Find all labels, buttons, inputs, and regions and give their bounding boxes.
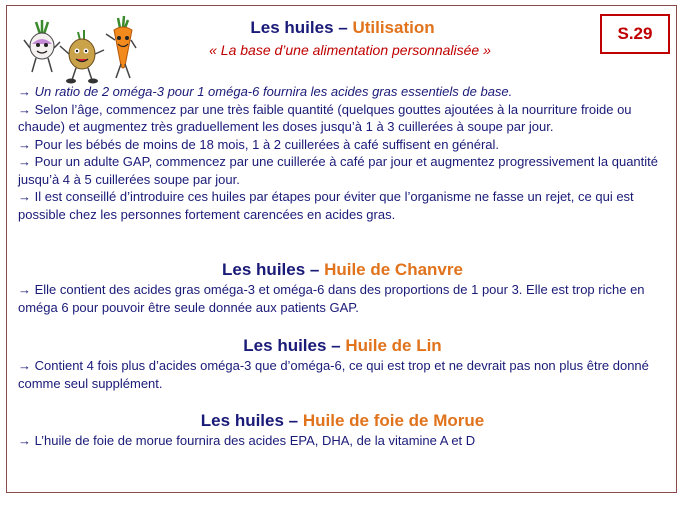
section-body-lin [18, 357, 658, 392]
bullet-steps: → Il est conseillé d’introduire ces huiles par étapes pour éviter que l’organisme ne fasse un rejet, ce qui est possible chez les personnes fortement carencées en acides gras. [18, 189, 634, 222]
bullet-age: → Selon l’âge, commencez par une très faible quantité (quelques gouttes ajoutées à la nourriture froide ou chaude) et augmentez très graduellement les doses jusqu’à 1 à 3 cuillerées à soupe par jour. [18, 101, 632, 134]
section-body-morue [18, 432, 658, 450]
section-title-utilisation: Les huiles – Utilisation [250, 18, 435, 37]
slide-number-badge: S.29 [600, 14, 670, 54]
bullet-chanvre: → Elle contient des acides gras oméga-3 et oméga-6 dans des proportions de 1 pour 3. Elle est trop riche en oméga 6 pour pouvoir être seule donnée aux patients GAP. [18, 282, 645, 315]
section-subtitle: « La base d’une alimentation personnalisée » [209, 42, 491, 58]
section-title-morue: Les huiles – Huile de foie de Morue [200, 411, 485, 430]
section-title-lin: Les huiles – Huile de Lin [243, 336, 442, 355]
section-title-chanvre: Les huiles – Huile de Chanvre [222, 260, 463, 279]
potato-icon [60, 30, 104, 84]
bullet-ratio: → Un ratio de 2 oméga-3 pour 1 oméga-6 fournira les acides gras essentiels de base. [18, 84, 513, 99]
bullet-adult: → Pour un adulte GAP, commencez par une cuillerée à café par jour et augmentez progressivement la quantité jusqu’à 4 à 5 cuillerées soupe par jour. [18, 154, 659, 187]
section-body-chanvre [18, 281, 658, 316]
bullet-babies: → Pour les bébés de moins de 18 mois, 1 à 2 cuillerées à café suffisent en général. [18, 136, 500, 152]
bullet-morue: → L’huile de foie de morue fournira des acides EPA, DHA, de la vitamine A et D [18, 433, 476, 448]
bullet-lin: → Contient 4 fois plus d’acides oméga-3 que d’oméga-6, ce qui est trop et ne devrait pas non plus être donné comme seul supplément. [18, 358, 649, 391]
section-body-utilisation [18, 83, 658, 223]
